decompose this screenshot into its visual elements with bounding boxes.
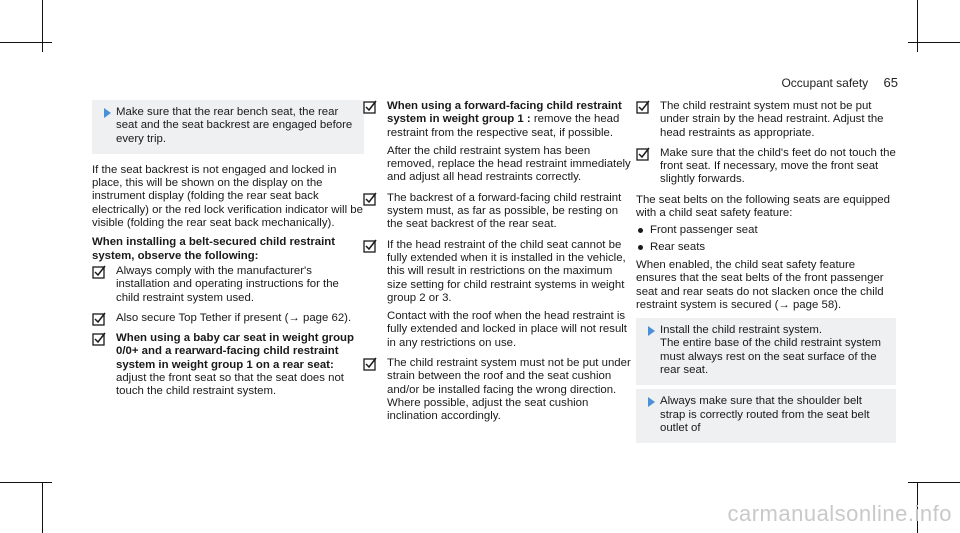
crop-mark: [42, 0, 43, 52]
checklist-item: [636, 147, 896, 187]
checkbox-icon: [92, 312, 106, 326]
crop-mark: [0, 42, 52, 43]
checkbox-icon: [92, 265, 106, 279]
checklist-item: [636, 100, 896, 140]
checklist-bold-text: When using a forward-facing child restraint system in weight group 1 :: [387, 100, 622, 126]
checkbox-icon: [636, 100, 650, 114]
checklist-text: The child restraint system must not be put under strain between the roof and the seat cushion and/or be installed facing the wrong direction. Where possible, adjust the seat cushion inclination accordingly.: [387, 357, 631, 423]
watermark: carmanualsonline.info: [727, 501, 952, 526]
checklist-text: Make sure that the child's feet do not touch the front seat. If necessary, move the front seat slightly forwards.: [660, 146, 896, 186]
checklist-text: remove the head restraint from the respective seat, if possible.: [387, 113, 620, 139]
crop-mark: [917, 0, 918, 52]
bullet-text: Rear seats: [650, 240, 706, 253]
play-arrow-icon: [648, 397, 655, 407]
tip-box: [92, 100, 364, 154]
checkbox-icon: [636, 147, 650, 161]
checklist-text: The backrest of a forward-facing child restraint system must, as far as possible, be resting on the seat backrest of the rear seat.: [387, 191, 622, 231]
checklist-item: [363, 239, 635, 350]
bullet-item: [636, 224, 896, 237]
paragraph: The seat belts on the following seats are equipped with a child seat safety feature:: [636, 193, 890, 220]
checklist-item: [92, 265, 364, 305]
column-left: [92, 100, 364, 406]
tip-text: The entire base of the child restraint system must always rest on the seat surface of the rear seat.: [660, 337, 881, 377]
column-middle: [363, 100, 635, 431]
paragraph: If the seat backrest is not engaged and locked in place, this will be shown on the display on the instrument display (folding the rear seat back electrically) or the red lock verification indicator will be visible (folding the rear seat back mechanically).: [92, 163, 363, 230]
column-right: [636, 100, 896, 453]
bullet-item: [636, 241, 896, 254]
checklist-text: Also secure Top Tether if present (→ page 62).: [116, 311, 352, 324]
checklist-subparagraph: After the child restraint system has been removed, replace the head restraint immediately and adjust all head restraints correctly.: [387, 144, 631, 184]
checklist-text: adjust the front seat so that the seat does not touch the child restraint system.: [116, 372, 344, 398]
bullet-icon: [638, 245, 643, 250]
crop-mark: [0, 482, 52, 483]
checklist-item: [363, 192, 635, 232]
checklist-text: If the head restraint of the child seat cannot be fully extended when it is installed in the vehicle, this will result in restrictions on the maximum size setting for child restraint systems in weight group 2 or 3.: [387, 238, 626, 304]
crop-mark: [908, 42, 960, 43]
play-arrow-icon: [648, 326, 655, 336]
page-number: 65: [883, 75, 898, 90]
page-header: [781, 75, 898, 90]
crop-mark: [908, 482, 960, 483]
play-arrow-icon: [104, 108, 111, 118]
checkbox-icon: [363, 239, 377, 253]
checkbox-icon: [363, 192, 377, 206]
checklist-bold-text: When using a baby car seat in weight group 0/0+ and a rearward-facing child restraint system in weight group 1 on a rear seat:: [116, 332, 354, 371]
checkbox-icon: [92, 332, 106, 346]
bullet-text: Front passenger seat: [650, 224, 758, 237]
crop-mark: [42, 482, 43, 533]
tip-text: Install the child restraint system.: [660, 324, 823, 337]
checklist-subparagraph: Contact with the roof when the head restraint is fully extended and locked in place will not result in any restrictions on use.: [387, 310, 627, 349]
tip-box: [636, 389, 896, 443]
tip-text: Make sure that the rear bench seat, the rear seat and the seat backrest are engaged before every trip.: [116, 106, 353, 145]
paragraph: When enabled, the child seat safety feature ensures that the seat belts of the front passenger seat and rear seats do not slacken once the child restraint system is secured (→ page 58).: [636, 258, 884, 311]
checklist-text: The child restraint system must not be put under strain by the head restraint. Adjust the head restraints as appropriate.: [660, 100, 884, 139]
section-heading: When installing a belt-secured child restraint system, observe the following:: [92, 236, 336, 262]
checkbox-icon: [363, 100, 377, 114]
tip-box: [636, 318, 896, 385]
checklist-text: Always comply with the manufacturer's installation and operating instructions for the child restraint system used.: [116, 264, 339, 304]
checklist-item: [92, 332, 364, 398]
tip-text: Always make sure that the shoulder belt strap is correctly routed from the seat belt outlet of: [660, 395, 870, 434]
checklist-item: [363, 357, 635, 423]
checkbox-icon: [363, 357, 377, 371]
section-title: Occupant safety: [781, 76, 869, 90]
checklist-item: [363, 100, 635, 185]
bullet-icon: [638, 228, 643, 233]
checklist-item: [92, 312, 364, 325]
